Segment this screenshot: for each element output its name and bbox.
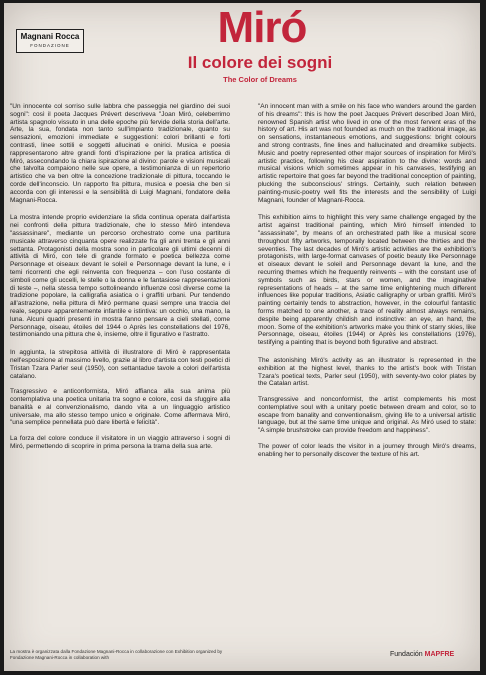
italian-paragraph: "Un innocente col sorriso sulle labbra che passeggia nel giardino dei suoi sogni": così il poeta Jacques Prévert descriveva "Joan Miró, celeberrimo artista spagnolo vissuto in una delle epoche più fervide della storia dell'arte. Arte, la sua, fondata non tanto sull'impianto tradizionale, quanto su sensazioni, emozioni immediate e suggestioni: colori brillanti e forti contrasti, linee sottili e soggetti allucinati e onirici. Musica e poesia rappresentarono altre grandi fonti d'ispirazione per la pratica artistica di Miró, assecondando la chiara ispirazione al divino: parole e visioni musicali che talvolta compaiono nelle sue opere, a testimonianza di un repertorio artistico che va ben oltre la concezione tradizionale di pittura, toccando le corde dell'inconscio. Un rapporto fra pittura, musica e poesia che ben si accorda con gli interessi e la sensibilità di Luigi Magnani, fondatore della Magnani-Rocca. bbox=[10, 103, 230, 204]
italian-paragraph: Trasgressivo e anticonformista, Miró affianca alla sua anima più contemplativa una poetica unitaria tra sogno e colore, così da sfuggire alla banalità e al convenzionalismo, dando vita a un linguaggio artistico universale, ma allo stesso tempo unico e originale. Come affermava Miró, "una semplice pennellata può dare libertà e felicità". bbox=[10, 388, 230, 427]
mapfre-logo bbox=[390, 651, 454, 658]
english-paragraph: This exhibition aims to highlight this very same challenge engaged by the artist against traditional painting, which Miró himself intended to "assassinate", by means of an orchestrated path like a musical score throughout fifty artworks, temporally located between the thirties and the seventies. The last decades of Miró's artistic activities are the exhibition's protagonists, with large-format canvases of poetic beauty like Personnage et oiseaux devant le soleil and Personnage devant la lune, and the recurring themes which he frequently reinvents – with the constant use of symbols such as birds, stars or women, and the imaginative representations of heads – at the same time enlightening much different influences like popular traditions, Asiatic calligraphy or urban graffiti. Miró's painting certainly tends to abstraction, however, in the colourful fantastic forms matched to one another, a trace of reality almost always remains, despite being apparently childish and instinctive: an eye, an hand, the moon. Some of the exhibition's artworks make you think of starry skies, like Personnage, oiseau, étoiles (1944) or Après les constellations (1976), testifying a painting that is beyond both figurative and abstract. bbox=[258, 214, 476, 347]
english-paragraph: The power of color leads the visitor in a journey through Miró's dreams, enabling her to personally discover the texture of his art. bbox=[258, 443, 476, 458]
exhibition-panel bbox=[4, 3, 480, 671]
italian-column bbox=[10, 103, 230, 459]
logo-name: Magnani Rocca bbox=[20, 32, 80, 41]
page-subtitle: Il colore dei sogni bbox=[187, 53, 333, 72]
english-paragraph: Transgressive and nonconformist, the artist complements his most contemplative soul with a unitary poetic between dream and color, so to escape from banality and conventionalism, giving life to a universal artistic language, but at the same time unique and original. As Miró used to state: "A simple brushstroke can provide freedom and happiness". bbox=[258, 396, 476, 435]
page-title: Miró bbox=[217, 3, 307, 52]
english-title: The Color of Dreams bbox=[223, 75, 297, 84]
magnani-rocca-logo bbox=[16, 29, 84, 53]
logo-sub: FONDAZIONE bbox=[30, 43, 70, 48]
english-paragraph: The astonishing Miró's activity as an illustrator is represented in the exhibition at the highest level, thanks to the artist's book with Tristan Tzara's poetical texts, Parler seul (1950), with seventy-two color plates by the Catalan artist. bbox=[258, 356, 476, 388]
italian-paragraph: In aggiunta, la strepitosa attività di illustratore di Miró è rappresentata nell'esposizione al massimo livello, grazie al libro d'artista con testi poetici di Tristan Tzara Parler seul (1950), con settantadue tavole a colori dell'artista catalano. bbox=[10, 349, 230, 380]
mapfre-prefix: Fundación bbox=[390, 651, 423, 658]
organizer-note: La mostra è organizzata dalla Fondazione Magnani-Rocca in collaborazione con Exhibition organized by Fondazione Magnani-Rocca in collaboration with bbox=[10, 649, 223, 660]
italian-paragraph: La forza del colore conduce il visitatore in un viaggio attraverso i sogni di Miró, permettendo di scoprire in prima persona la trama della sua arte. bbox=[10, 435, 230, 451]
italian-paragraph: La mostra intende proprio evidenziare la sfida continua operata dall'artista nei confronti della pittura tradizionale, che lo stesso Miró intendeva "assassinare", mediante un percorso orchestrato come una partitura musicale attraverso cinquanta opere realizzate fra gli anni trenta e gli anni settanta. Protagonisti della mostra sono in particolare gli ultimi decenni di attività di Miró, con tele di grande formato e poetica bellezza come Personnage et oiseaux devant le soleil e Personnage devant la lune, e i temi ricorrenti che egli reinventa con frequenza – con l'uso costante di simboli come gli uccelli, le stelle o la donna e le fantasiose rappresentazioni di teste –, nella stessa tempo sottolineando influenze così diverse come la tradizione popolare, la calligrafia asiatica o i graffiti urbani. Pur tendendo all'astrazione, nella pittura di Miró permane quasi sempre una traccia del reale, seppure apparentemente infantile e istintiva: un occhio, una mano, la luna. Alcuni quadri presenti in mostra fanno pensare a cieli stellati, come Personnage, oiseau, étoiles del 1944 o Après les constellations del 1976, testimoniando una pittura che è, insieme, oltre il figurativo e l'astratto. bbox=[10, 214, 230, 339]
english-column bbox=[258, 103, 476, 467]
english-paragraph: "An innocent man with a smile on his face who wanders around the garden of his dreams": this is how the poet Jacques Prévert described Joan Miró, renowned Spanish artist who lived in one of the most fervent eras of the history of art. His art was not founded as much on the traditional image, as on sensations, instantaneous emotions, and suggestions: bright colours and strong contrasts, fine lines and hallucinated and dreamlike subjects. Music and poetry represented other major sources of inspiration for Miró's artistic practice, following his clear aspiration to the divine: words and musical visions which sometimes appear in his canvases, testifying an artistic repertoire that goes far beyond the traditional conception of painting, plucking the subconscious' strings. Certainly, such relation between painting-music-poetry well fits the interests and the sensibility of Luigi Magnani, founder of Magnani-Rocca. bbox=[258, 103, 476, 204]
mapfre-brand: MAPFRE bbox=[424, 651, 455, 658]
